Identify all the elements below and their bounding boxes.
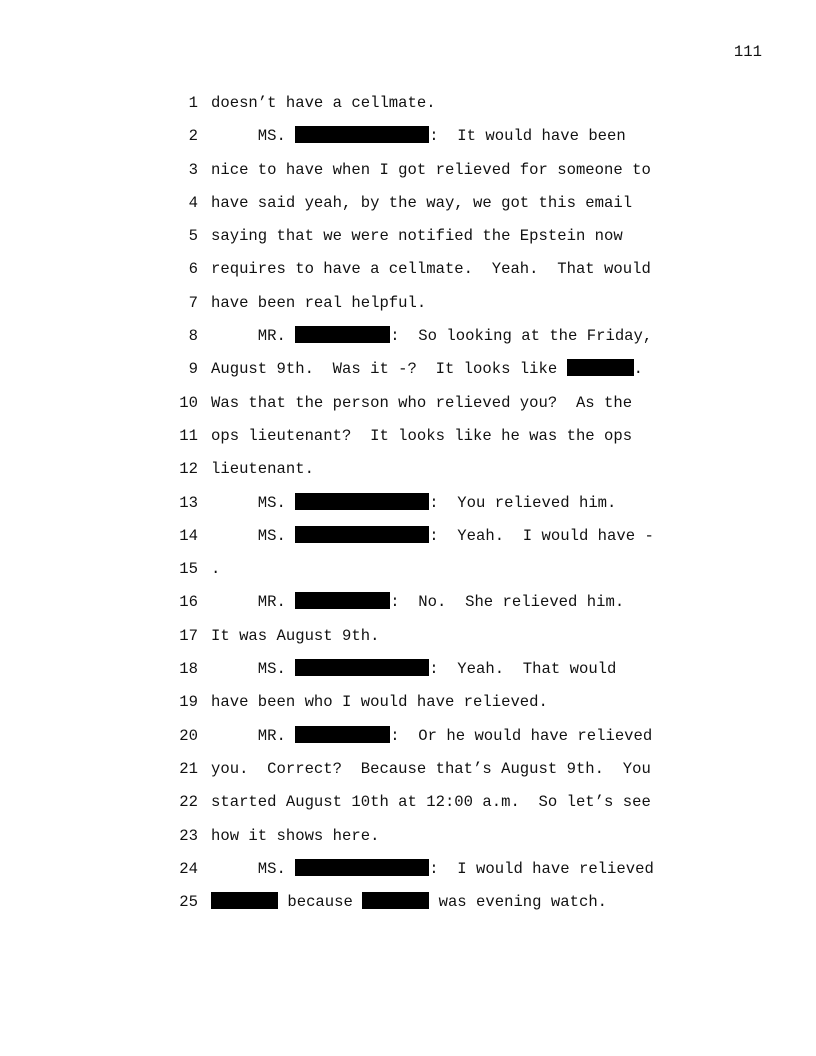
line-text: nice to have when I got relieved for someone to [211, 160, 651, 179]
line-number: 24 [179, 859, 198, 878]
transcript-line [0, 825, 816, 858]
redaction-box [295, 592, 390, 609]
line-number: 9 [188, 360, 198, 379]
line-text: started August 10th at 12:00 a.m. So let’s see [211, 793, 651, 812]
transcript-line [0, 725, 816, 758]
transcript-body [0, 92, 816, 924]
transcript-line [0, 625, 816, 658]
redaction-box [295, 126, 429, 143]
line-text-middle: because [278, 893, 363, 912]
transcript-line [0, 591, 816, 624]
redaction-box [295, 726, 390, 743]
line-text [211, 858, 654, 880]
speaker-statement: : No. She relieved him. [390, 593, 625, 612]
line-text: doesn’t have a cellmate. [211, 94, 436, 112]
transcript-line [0, 791, 816, 824]
line-text: requires to have a cellmate. Yeah. That would [211, 260, 651, 279]
transcript-line [0, 891, 816, 924]
transcript-line [0, 92, 816, 125]
line-text [211, 658, 616, 680]
line-number: 4 [188, 193, 198, 212]
transcript-line [0, 658, 816, 691]
speaker-statement: : It would have been [429, 127, 626, 146]
line-text: lieutenant. [211, 460, 314, 479]
line-number: 15 [179, 560, 198, 579]
speaker-prefix: MR. [211, 327, 296, 346]
line-number: 25 [179, 893, 198, 912]
transcript-line [0, 858, 816, 891]
line-text: have been real helpful. [211, 293, 427, 312]
line-number: 10 [179, 393, 198, 412]
line-number: 5 [188, 227, 198, 246]
line-number: 13 [179, 493, 198, 512]
transcript-line [0, 159, 816, 192]
line-number: 1 [188, 94, 198, 112]
line-number: 17 [179, 626, 198, 645]
line-text [211, 891, 607, 913]
transcript-line [0, 558, 816, 591]
redaction-box [295, 326, 390, 343]
line-text: you. Correct? Because that’s August 9th. You [211, 759, 651, 778]
redaction-box [295, 526, 429, 543]
speaker-statement: : You relieved him. [429, 493, 617, 512]
line-number: 14 [179, 526, 198, 545]
speaker-statement: : Yeah. I would have - [429, 526, 654, 545]
transcript-line [0, 492, 816, 525]
line-text-end: was evening watch. [429, 893, 608, 912]
line-text [211, 325, 652, 347]
line-number: 16 [179, 593, 198, 612]
speaker-prefix: MS. [211, 660, 296, 679]
transcript-line [0, 425, 816, 458]
redaction-box [295, 493, 429, 510]
speaker-prefix: MS. [211, 859, 296, 878]
transcript-line [0, 258, 816, 291]
speaker-prefix: MS. [211, 493, 296, 512]
line-text [211, 725, 652, 747]
line-number: 19 [179, 693, 198, 712]
redaction-box [295, 659, 429, 676]
line-text: have said yeah, by the way, we got this email [211, 193, 633, 212]
transcript-line [0, 758, 816, 791]
line-text: how it shows here. [211, 826, 380, 845]
redaction-box [362, 892, 429, 909]
line-text-end: . [633, 360, 643, 379]
transcript-line [0, 125, 816, 158]
line-text: It was August 9th. [211, 626, 380, 645]
line-text [211, 358, 643, 380]
line-number: 23 [179, 826, 198, 845]
speaker-prefix: MR. [211, 593, 296, 612]
line-text-start: August 9th. Was it -? It looks like [211, 360, 567, 379]
line-number: 3 [188, 160, 198, 179]
page-number: 111 [733, 43, 762, 61]
transcript-line [0, 358, 816, 391]
line-number: 12 [179, 460, 198, 479]
speaker-statement: : I would have relieved [429, 859, 654, 878]
line-text [211, 492, 616, 514]
speaker-statement: : So looking at the Friday, [390, 327, 653, 346]
transcript-line [0, 192, 816, 225]
line-text [211, 525, 654, 547]
speaker-prefix: MS. [211, 127, 296, 146]
speaker-prefix: MS. [211, 526, 296, 545]
transcript-line [0, 392, 816, 425]
transcript-line [0, 458, 816, 491]
line-text: Was that the person who relieved you? As the [211, 393, 633, 412]
line-number: 6 [188, 260, 198, 279]
redaction-box [295, 859, 429, 876]
speaker-statement: : Or he would have relieved [390, 726, 653, 745]
line-number: 8 [188, 327, 198, 346]
transcript-line [0, 225, 816, 258]
transcript-line [0, 525, 816, 558]
line-text: saying that we were notified the Epstein now [211, 227, 623, 246]
redaction-box [567, 359, 634, 376]
line-number: 22 [179, 793, 198, 812]
line-text [211, 125, 626, 147]
transcript-line [0, 292, 816, 325]
speaker-prefix: MR. [211, 726, 296, 745]
line-text: ops lieutenant? It looks like he was the ops [211, 426, 633, 445]
speaker-statement: : Yeah. That would [429, 660, 617, 679]
line-number: 18 [179, 660, 198, 679]
line-number: 2 [188, 127, 198, 146]
transcript-line [0, 325, 816, 358]
line-number: 7 [188, 293, 198, 312]
transcript-line [0, 691, 816, 724]
line-number: 20 [179, 726, 198, 745]
line-text: have been who I would have relieved. [211, 693, 548, 712]
line-number: 11 [179, 426, 198, 445]
line-text: . [211, 560, 221, 579]
line-number: 21 [179, 759, 198, 778]
redaction-box [211, 892, 278, 909]
line-text [211, 591, 624, 613]
